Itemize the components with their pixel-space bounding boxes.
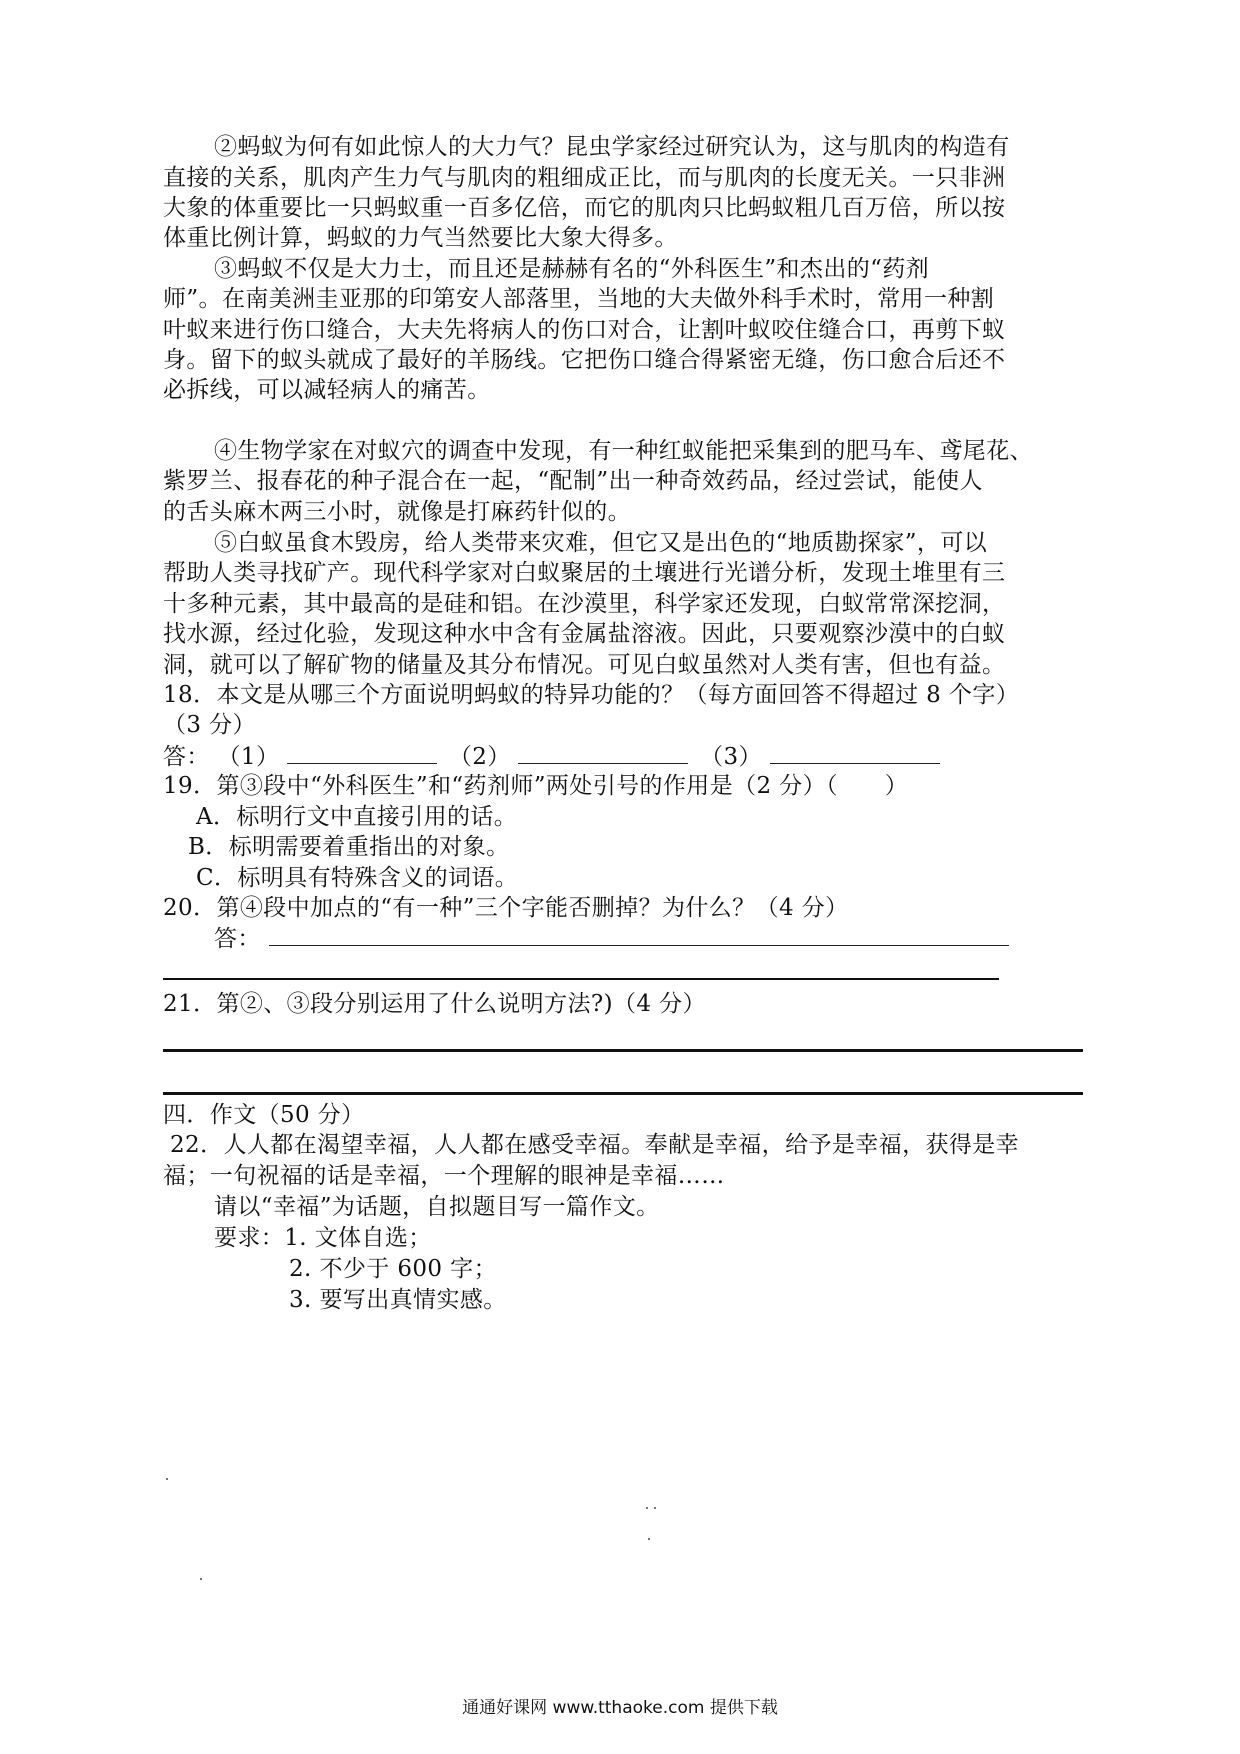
answer-label: 答：	[214, 926, 261, 952]
passage-p5-line3: 十多种元素，其中最高的是硅和铝。在沙漠里，科学家还发现，白蚁常常深挖洞，	[163, 591, 1006, 617]
passage-p2-line1: ②蚂蚁为何有如此惊人的大力气？昆虫学家经过研究认为，这与肌肉的构造有	[214, 134, 1010, 160]
passage-p3-line4: 身。留下的蚁头就成了最好的羊肠线。它把伤口缝合得紧密无缝，伤口愈合后还不	[163, 347, 1006, 373]
scan-speck	[166, 1478, 168, 1480]
question-18-text: 18．本文是从哪三个方面说明蚂蚁的特异功能的？（每方面回答不得超过 8 个字）	[163, 682, 1020, 708]
question-21-text: 21．第②、③段分别运用了什么说明方法?)（4 分）	[163, 991, 706, 1017]
blank-2-label: （2）	[448, 744, 511, 770]
question-20-answer-row	[214, 924, 1134, 954]
question-19-text: 19．第③段中“外科医生”和“药剂师”两处引号的作用是（2 分）（ ）	[163, 773, 909, 799]
blank-3-label: （3）	[700, 744, 762, 770]
passage-p5-line2: 帮助人类寻找矿产。现代科学家对白蚁聚居的土壤进行光谱分析，发现土堆里有三	[163, 560, 1006, 586]
passage-p2-line3: 大象的体重要比一只蚂蚁重一百多亿倍，而它的肌肉只比蚂蚁粗几百万倍，所以按	[163, 195, 1006, 221]
section-divider	[163, 1092, 1083, 1095]
passage-p4-line3: 的舌头麻木两三小时，就像是打麻药针似的。	[163, 499, 631, 525]
answer-rule	[163, 1049, 1083, 1052]
passage-p2-line4: 体重比例计算，蚂蚁的力气当然要比大象大得多。	[163, 225, 678, 251]
composition-heading: 四．作文（50 分）	[163, 1102, 365, 1128]
blank-1-label: （1）	[217, 744, 280, 770]
answer-line-2[interactable]	[163, 978, 903, 980]
passage-p3-line1: ③蚂蚁不仅是大力士，而且还是赫赫有名的“外科医生”和杰出的“药剂	[214, 256, 930, 282]
scan-speck	[646, 1507, 648, 1509]
scan-speck	[648, 1538, 650, 1540]
passage-p4-line1: ④生物学家在对蚁穴的调查中发现，有一种红蚁能把采集到的肥马车、鸢尾花、	[214, 438, 1033, 464]
question-22-line1: 22．人人都在渴望幸福，人人都在感受幸福。奉献是幸福，给予是幸福，获得是幸	[170, 1132, 1020, 1158]
requirements-label: 要求：	[214, 1225, 285, 1251]
passage-p5-line4: 找水源，经过化验，发现这种水中含有金属盐溶液。因此，只要观察沙漠中的白蚁	[163, 621, 1006, 647]
passage-p3-line2: 师”。在南美洲圭亚那的印第安人部落里，当地的大夫做外科手术时，常用一种割	[163, 286, 995, 312]
passage-p3-line3: 叶蚁来进行伤口缝合，大夫先将病人的伤口对合，让割叶蚁咬住缝合口，再剪下蚁	[163, 317, 1006, 343]
question-18-answer-row	[163, 741, 1083, 772]
passage-p5-line5: 洞，就可以了解矿物的储量及其分布情况。可见白蚁虽然对人类有害，但也有益。	[163, 652, 1006, 678]
requirement-1: 1. 文体自选；	[284, 1225, 432, 1251]
requirement-3: 3. 要写出真情实感。	[289, 1287, 507, 1313]
passage-p5-line1: ⑤白蚁虽食木毁房，给人类带来灾难，但它又是出色的“地质勘探家”，可以	[214, 530, 988, 556]
composition-task: 请以“幸福”为话题，自拟题目写一篇作文。	[214, 1194, 660, 1220]
requirements-row-1	[214, 1223, 1134, 1253]
footer-credit: 通通好课网 www.tthaoke.com 提供下载	[462, 1698, 778, 1718]
scan-speck	[654, 1507, 656, 1509]
answer-blank-2[interactable]	[518, 741, 688, 764]
passage-p4-line2: 紫罗兰、报春花的种子混合在一起，“配制”出一种奇效药品，经过尝试，能使人	[163, 468, 983, 494]
passage-p2-line2: 直接的关系，肌肉产生力气与肌肉的粗细成正比，而与肌肉的长度无关。一只非洲	[163, 165, 1006, 191]
requirement-2: 2. 不少于 600 字；	[289, 1256, 497, 1282]
answer-label: 答：	[163, 744, 210, 770]
answer-line-1[interactable]	[269, 927, 1009, 946]
option-a[interactable]: A．标明行文中直接引用的话。	[196, 804, 518, 830]
question-20-text: 20．第④段中加点的“有一种”三个字能否删掉？为什么？（4 分）	[163, 895, 849, 921]
answer-blank-1[interactable]	[287, 741, 437, 764]
passage-p3-line5: 必拆线，可以减轻病人的痛苦。	[163, 377, 491, 403]
question-22-line2: 福；一句祝福的话是幸福，一个理解的眼神是幸福……	[163, 1163, 725, 1189]
option-b[interactable]: B．标明需要着重指出的对象。	[188, 834, 510, 860]
scan-speck	[200, 1578, 202, 1580]
option-c[interactable]: C．标明具有特殊含义的词语。	[196, 865, 519, 891]
answer-line-2-end	[903, 978, 999, 980]
answer-blank-3[interactable]	[770, 741, 940, 764]
question-18-score: （3 分）	[163, 712, 256, 738]
